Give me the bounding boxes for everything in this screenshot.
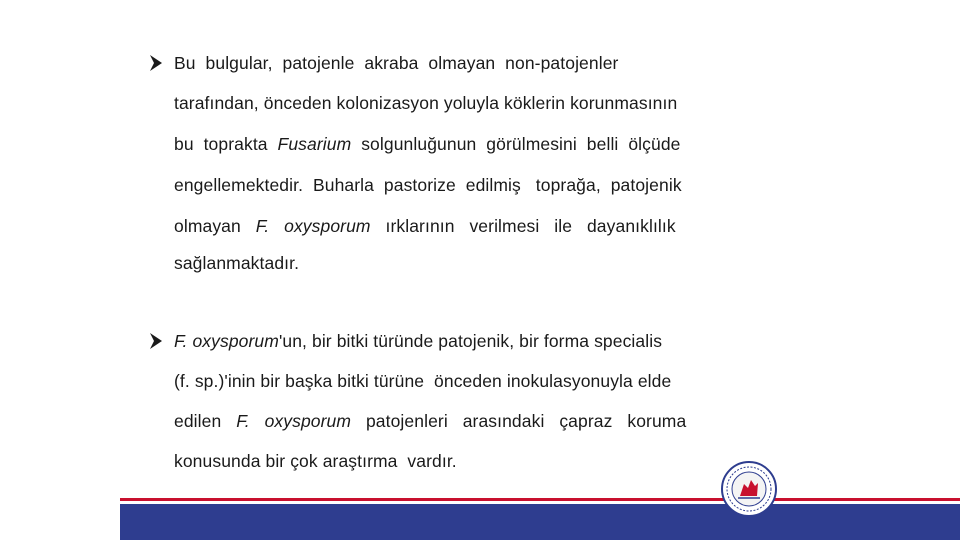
bullet-2-line-1: F. oxysporum'un, bir bitki türünde patojenik, bir forma specialis <box>174 331 663 351</box>
bullet-2-line-4: konusunda bir çok araştırma vardır. <box>174 451 457 471</box>
arrow-bullet-icon <box>148 53 166 73</box>
italic-term: Fusarium <box>277 134 352 154</box>
university-seal-icon <box>720 460 778 518</box>
bullet-2-line-2: (f. sp.)'inin bir başka bitki türüne önceden inokulasyonuyla elde <box>174 371 672 391</box>
bullet-1-line-3: bu toprakta Fusarium solgunluğunun görülmesini belli ölçüde <box>174 134 681 154</box>
bullet-2-line-3: edilen F. oxysporum patojenleri arasındaki çapraz koruma <box>174 411 687 431</box>
arrow-bullet-icon <box>148 331 166 351</box>
bullet-1-line-5: olmayan F. oxysporum ırklarının verilmesi ile dayanıklılık <box>174 216 676 236</box>
italic-term: F. oxysporum <box>236 411 352 431</box>
bullet-1-line-4: engellemektedir. Buharla pastorize edilmiş toprağa, patojenik <box>174 175 682 195</box>
italic-term: F. oxysporum <box>174 331 279 351</box>
footer-bar <box>120 504 960 540</box>
footer-accent-line <box>120 498 960 501</box>
italic-term: F. oxysporum <box>255 216 371 236</box>
bullet-1-line-2: tarafından, önceden kolonizasyon yoluyla köklerin korunmasının <box>174 93 678 113</box>
bullet-1-line-6: sağlanmaktadır. <box>174 253 300 273</box>
bullet-1-line-1: Bu bulgular, patojenle akraba olmayan non-patojenler <box>174 53 619 73</box>
